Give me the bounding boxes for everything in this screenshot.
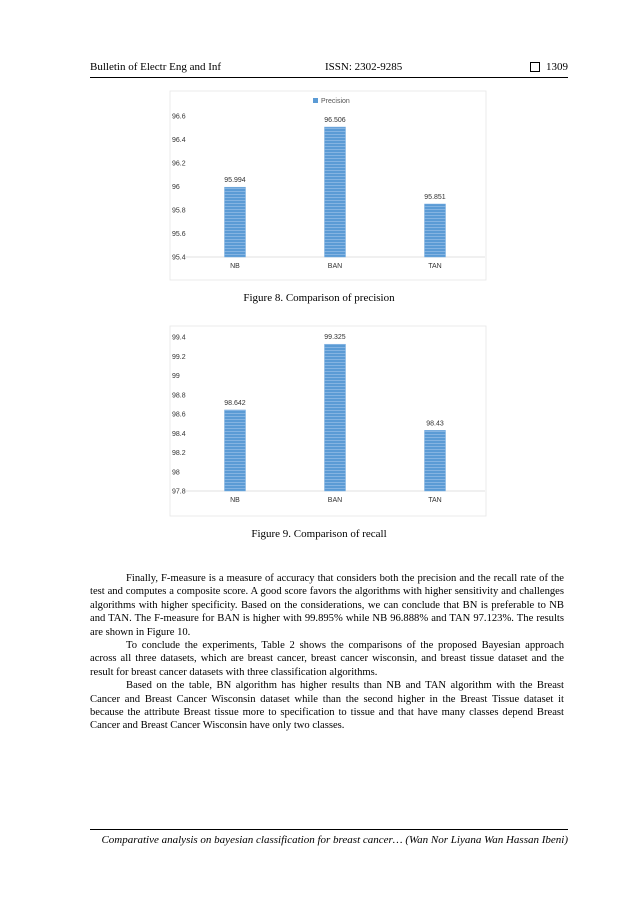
y-tick-label: 95.8: [172, 207, 186, 215]
y-tick-label: 96: [172, 184, 180, 191]
paragraph-1: Finally, F-measure is a measure of accuracy that considers both the precision and the recall rate of the test and computes a composite score. A good score favors the algorithms with higher sensitivity and challenges algorithms with higher specificity. Based on the considerations, we can conclude that BN is preferable to NB and TAN. The F-measure for BAN is higher with 99.895% while NB 96.888% and TAN 97.123%. The results are shown in Figure 10.: [90, 573, 564, 638]
footer-rule: [90, 829, 568, 830]
y-tick-label: 98.2: [172, 450, 186, 457]
y-tick-label: 95.6: [172, 231, 186, 238]
data-label: 98.642: [224, 399, 246, 407]
bar: [225, 410, 246, 491]
data-label: 96.506: [324, 117, 346, 125]
x-tick-label: TAN: [428, 497, 442, 504]
body-text: [90, 572, 564, 733]
y-tick-label: 95.4: [172, 254, 186, 262]
y-tick-label: 99: [172, 373, 180, 380]
legend-label: Precision: [321, 98, 350, 105]
data-label: 95.994: [224, 177, 246, 185]
x-tick-label: BAN: [327, 263, 343, 270]
data-label: 98.43: [426, 420, 444, 428]
data-label: 95.851: [424, 194, 446, 202]
y-tick-label: 98.6: [172, 411, 186, 419]
x-tick-label: TAN: [428, 263, 442, 270]
x-tick-label: NB: [230, 497, 240, 504]
journal-name: Bulletin of Electr Eng and Inf: [90, 61, 222, 73]
y-tick-label: 99.4: [172, 334, 186, 342]
bar: [425, 430, 446, 491]
y-tick-label: 98.4: [172, 430, 186, 438]
data-label: 99.325: [324, 334, 346, 342]
issn: ISSN: 2302-9285: [325, 61, 403, 73]
x-tick-label: BAN: [327, 497, 343, 504]
y-tick-label: 97.8: [172, 488, 186, 496]
figure-8-caption: Figure 8. Comparison of precision: [243, 292, 395, 304]
page-number: 1309: [546, 61, 568, 73]
y-tick-label: 96.4: [172, 137, 186, 144]
y-tick-label: 98: [172, 469, 180, 477]
y-tick-label: 96.2: [172, 160, 186, 168]
y-tick-label: 98.8: [172, 392, 186, 400]
paragraph-2: To conclude the experiments, Table 2 shows the comparisons of the proposed Bayesian approach across all three datasets, which are breast cancer, breast cancer wisconsin, and breast tissue dataset and the result for breast cancer datasets with three classification algorithms.: [90, 640, 564, 678]
y-tick-label: 99.2: [172, 353, 186, 361]
x-tick-label: NB: [230, 263, 240, 270]
bar: [325, 344, 346, 491]
paragraph-3: Based on the table, BN algorithm has higher results than NB and TAN algorithm with the Breast Cancer and Breast Cancer Wisconsin dataset while than the second higher in the Breast Tissue dataset it because the attribute Breast tissue more to specification to tissue and that have many classes depend Breast Cancer and Breast Cancer Wisconsin have only two classes.: [90, 680, 564, 732]
figure-9-caption: Figure 9. Comparison of recall: [251, 528, 387, 540]
page-footer: Comparative analysis on bayesian classification for breast cancer… (Wan Nor Liyana Wan Hassan Ibeni): [101, 834, 568, 846]
y-tick-label: 96.6: [172, 113, 186, 121]
